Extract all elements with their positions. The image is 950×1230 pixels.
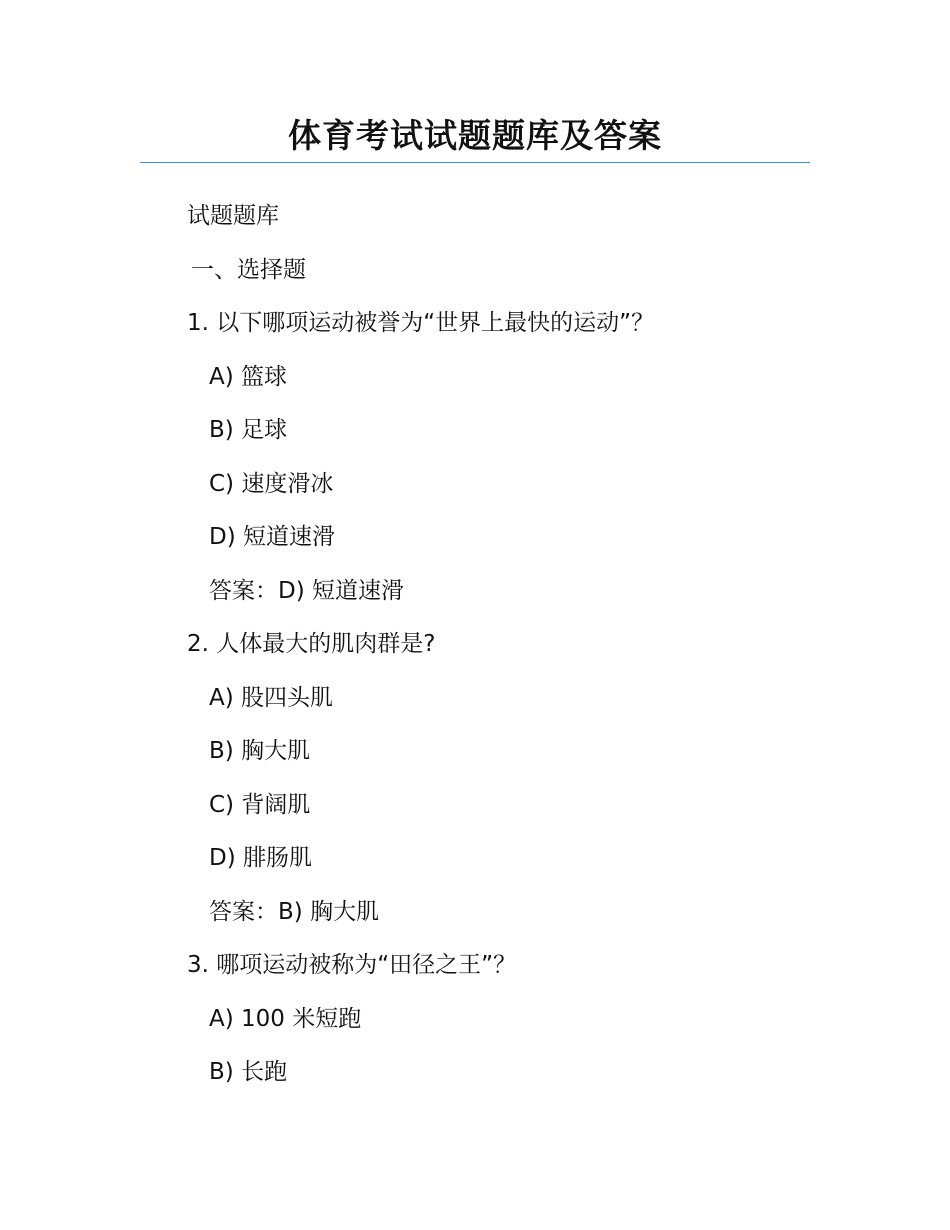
part-heading: 一、选择题 [191,256,306,283]
document-body [187,190,807,1100]
question-block-1 [187,297,807,618]
document-title: 体育考试试题题库及答案 [288,116,662,155]
section-label: 试题题库 [187,203,279,229]
question-text: 2. 人体最大的肌肉群是? [187,631,436,657]
option-d: D) 短道速滑 [209,524,335,550]
option-d: D) 腓肠肌 [209,845,312,871]
title-divider [140,162,810,163]
option-a: A) 股四头肌 [209,684,334,711]
question-block-2 [187,618,807,939]
option-c: C) 背阔肌 [209,791,311,818]
question-text: 1. 以下哪项运动被誉为“世界上最快的运动”？ [187,310,655,336]
answer-text: 答案：D) 短道速滑 [209,577,404,604]
option-a: A) 篮球 [209,363,288,390]
question-block-3 [187,939,807,1100]
option-b: B) 长跑 [209,1059,288,1085]
option-b: B) 足球 [209,417,288,443]
question-text: 3. 哪项运动被称为“田径之王”？ [187,952,517,978]
answer-text: 答案：B) 胸大肌 [209,898,380,925]
option-c: C) 速度滑冰 [209,470,334,497]
option-a: A) 100 米短跑 [209,1005,362,1032]
option-b: B) 胸大肌 [209,738,311,764]
